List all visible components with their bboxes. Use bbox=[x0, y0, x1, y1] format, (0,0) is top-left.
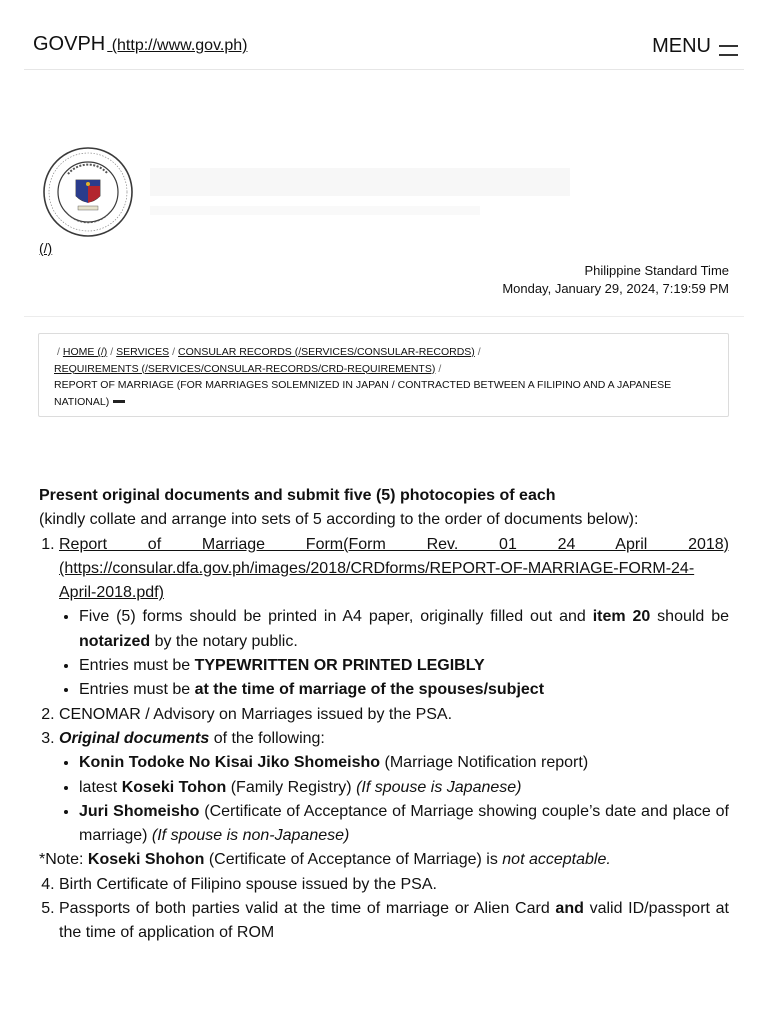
bullet-italic: (If spouse is non-Japanese) bbox=[151, 827, 350, 845]
list-item bbox=[59, 873, 729, 897]
bullet-text: Five (5) forms should be printed in A4 paper, originally filled out and bbox=[79, 608, 593, 626]
list-item bbox=[79, 678, 729, 702]
bullet-text: (Marriage Notification report) bbox=[380, 754, 589, 772]
philippine-standard-time bbox=[502, 262, 729, 298]
item-bold-italic: Original documents bbox=[59, 729, 210, 747]
breadcrumb-home[interactable]: HOME (/) bbox=[62, 346, 108, 358]
govph-brand[interactable] bbox=[33, 33, 247, 56]
bullet-text: should be bbox=[650, 608, 730, 626]
bullet-bold: Juri Shomeisho bbox=[79, 802, 200, 820]
breadcrumb-consular-records[interactable]: CONSULAR RECORDS (/SERVICES/CONSULAR-RECORDS) bbox=[178, 346, 475, 358]
report-of-marriage-form-url[interactable]: (https://consular.dfa.gov.ph/images/2018/CRDforms/REPORT-OF-MARRIAGE-FORM-24-April-2018.pdf) bbox=[59, 559, 695, 602]
top-bar bbox=[24, 0, 744, 70]
menu-label[interactable]: MENU bbox=[652, 35, 711, 57]
original-docs-sub-list bbox=[59, 751, 729, 848]
list-item bbox=[39, 727, 730, 873]
header-divider bbox=[24, 316, 744, 317]
breadcrumb-separator: / bbox=[57, 346, 60, 358]
intro-heading: Present original documents and submit five (5) photocopies of each bbox=[39, 487, 556, 504]
bullet-bold: at the time of marriage of the spouses/subject bbox=[194, 681, 545, 699]
form-link-url-line bbox=[59, 557, 729, 606]
note bbox=[39, 848, 729, 872]
list-item bbox=[79, 776, 729, 800]
bullet-bold: item 20 bbox=[592, 608, 651, 626]
list-item bbox=[59, 897, 729, 946]
breadcrumb-separator: / bbox=[172, 346, 176, 358]
note-bold: Koseki Shohon bbox=[87, 851, 205, 869]
item-text: valid ID/passport at the time of application of ROM bbox=[59, 900, 730, 942]
bullet-text: Entries must be bbox=[79, 657, 195, 675]
breadcrumb-current: REPORT OF MARRIAGE (FOR MARRIAGES SOLEMNIZED IN JAPAN / CONTRACTED BETWEEN A FILIPINO AND A JAPANESE NATIONAL) bbox=[54, 379, 672, 408]
note-text: (Certificate of Acceptance of Marriage) is bbox=[204, 851, 503, 869]
list-item bbox=[79, 605, 729, 654]
dfa-wordmark-faded bbox=[150, 162, 590, 222]
item-text: of the following: bbox=[209, 729, 325, 747]
list-item bbox=[79, 751, 729, 775]
item-text: Birth Certificate of Filipino spouse issued by the PSA. bbox=[59, 875, 437, 893]
form-link-line bbox=[59, 533, 729, 557]
list-item bbox=[79, 800, 729, 849]
bullet-bold: notarized bbox=[79, 632, 151, 650]
dfa-seal-logo[interactable] bbox=[40, 146, 136, 238]
bullet-text: Entries must be bbox=[79, 681, 195, 699]
list-item bbox=[79, 654, 729, 678]
breadcrumb-requirements[interactable]: REQUIREMENTS (/SERVICES/CONSULAR-RECORDS/CRD-REQUIREMENTS) bbox=[54, 362, 436, 375]
item-text: CENOMAR / Advisory on Marriages issued by the PSA. bbox=[59, 705, 453, 723]
breadcrumb-services[interactable]: SERVICES bbox=[116, 346, 170, 358]
note-text: *Note: bbox=[39, 851, 88, 869]
bullet-bold: TYPEWRITTEN OR PRINTED LEGIBLY bbox=[194, 657, 485, 675]
hamburger-icon[interactable] bbox=[719, 45, 738, 56]
intro-subtext: (kindly collate and arrange into sets of 5 according to the order of documents below): bbox=[39, 511, 639, 529]
bullet-text: (Certificate of Acceptance of Marriage showing couple’s date and place of marriage) bbox=[79, 802, 730, 845]
bullet-bold: Koseki Tohon bbox=[121, 778, 227, 796]
bullet-bold: Konin Todoke No Kisai Jiko Shomeisho bbox=[79, 754, 381, 772]
govph-label[interactable]: GOVPH bbox=[33, 33, 106, 55]
bullet-text: (Family Registry) bbox=[226, 778, 357, 796]
dash-icon bbox=[113, 400, 125, 403]
breadcrumb-separator: / bbox=[110, 346, 114, 358]
item-text: Passports of both parties valid at the time of marriage or Alien Card bbox=[59, 900, 556, 918]
note-italic: not acceptable. bbox=[502, 851, 611, 869]
bullet-text: by the notary public. bbox=[150, 632, 298, 650]
breadcrumb bbox=[38, 333, 729, 417]
list-item bbox=[59, 703, 729, 727]
report-of-marriage-form-link[interactable]: Report of Marriage Form(Form Rev. 01 24 April 2018) bbox=[59, 535, 729, 553]
requirements-list bbox=[39, 533, 729, 946]
bullet-text: latest bbox=[79, 778, 122, 796]
breadcrumb-separator: / bbox=[438, 362, 442, 375]
item-bold: and bbox=[555, 900, 584, 918]
form-sub-list bbox=[59, 605, 729, 702]
list-item bbox=[59, 533, 729, 703]
bullet-italic: (If spouse is Japanese) bbox=[356, 778, 522, 796]
govph-link[interactable]: (http://www.gov.ph) bbox=[107, 37, 248, 54]
menu-button[interactable] bbox=[652, 35, 738, 58]
pst-label: Philippine Standard Time bbox=[584, 263, 729, 278]
home-link[interactable]: (/) bbox=[39, 240, 53, 256]
breadcrumb-separator: / bbox=[477, 346, 481, 358]
pst-datetime: Monday, January 29, 2024, 7:19:59 PM bbox=[502, 281, 729, 296]
requirements-content bbox=[39, 484, 729, 946]
